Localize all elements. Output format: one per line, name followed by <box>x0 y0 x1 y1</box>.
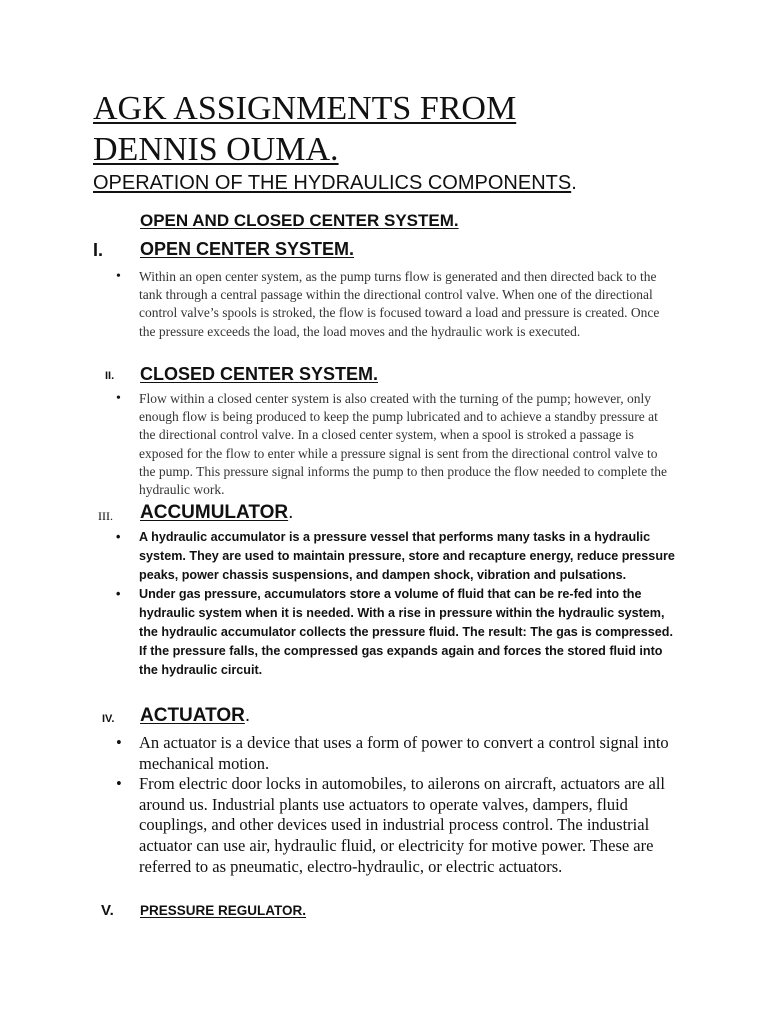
bullet-list <box>116 528 676 680</box>
subtitle-text: OPERATION OF THE HYDRAULICS COMPONENTS <box>93 172 572 194</box>
heading-period: . <box>288 502 294 523</box>
section-heading: OPEN AND CLOSED CENTER SYSTEM. <box>140 211 459 230</box>
section-heading-accumulator <box>140 502 293 524</box>
list-item: • A hydraulic accumulator is a pressure vessel that performs many tasks in a hydraulic system. They are used to maintain pressure, store and recapture energy, reduce pressure peaks, power chassis suspensions, and dampen shock, vibration and pulsations. <box>116 528 676 585</box>
document-title: AGK ASSIGNMENTS FROM DENNIS OUMA. <box>93 90 517 168</box>
section-heading-closed-center: CLOSED CENTER SYSTEM. <box>140 364 379 384</box>
section-numeral: V. <box>101 902 114 919</box>
section-heading-open-center: OPEN CENTER SYSTEM. <box>140 239 355 259</box>
subtitle-period: . <box>571 172 577 194</box>
list-item: • An actuator is a device that uses a form of power to convert a control signal into mechanical motion. <box>116 733 676 774</box>
section-heading-actuator <box>140 705 250 727</box>
section-numeral: IV. <box>102 713 115 725</box>
list-item: • From electric door locks in automobiles, to ailerons on aircraft, actuators are all around us. Industrial plants use actuators to operate valves, dampers, fluid couplings, and other devices used in industrial process control. The industrial actuator can use air, hydraulic fluid, or electricity for motive power. These are referred to as pneumatic, electro-hydraulic, or electric actuators. <box>116 774 676 877</box>
list-item: • Within an open center system, as the pump turns flow is generated and then directed back to the tank through a central passage within the directional control valve. When one of the directional control valve’s spools is stroked, the flow is focused toward a load and pressure is created. Once the pressure exceeds the load, the load moves and the hydraulic work is executed. <box>116 268 676 341</box>
bullet-list <box>116 733 676 877</box>
section-heading-pressure-regulator: PRESSURE REGULATOR. <box>140 903 307 918</box>
heading-text: ACCUMULATOR <box>140 502 289 523</box>
document-subtitle <box>93 170 577 196</box>
heading-period: . <box>244 705 251 726</box>
bullet-list <box>116 390 676 499</box>
section-numeral: II. <box>105 370 115 382</box>
list-item: • Under gas pressure, accumulators store a volume of fluid that can be re-fed into the hydraulic system when it is needed. With a rise in pressure within the hydraulic system, the hydraulic accumulator collects the pressure fluid. The result: The gas is compressed. If the pressure falls, the compressed gas expands again and forces the stored fluid into the hydraulic circuit. <box>116 585 676 680</box>
list-item: • Flow within a closed center system is also created with the turning of the pump; however, only enough flow is being produced to keep the pump lubricated and to achieve a standby pressure at the directional control valve. In a closed center system, when a spool is stroked a passage is exposed for the flow to enter while a pressure signal is sent from the directional control valve to the pump. This pressure signal informs the pump to then produce the flow needed to complete the hydraulic work. <box>116 390 676 499</box>
heading-text: ACTUATOR <box>140 705 245 726</box>
section-numeral: III. <box>98 509 113 523</box>
section-numeral: I. <box>93 240 104 260</box>
bullet-list <box>116 268 676 341</box>
